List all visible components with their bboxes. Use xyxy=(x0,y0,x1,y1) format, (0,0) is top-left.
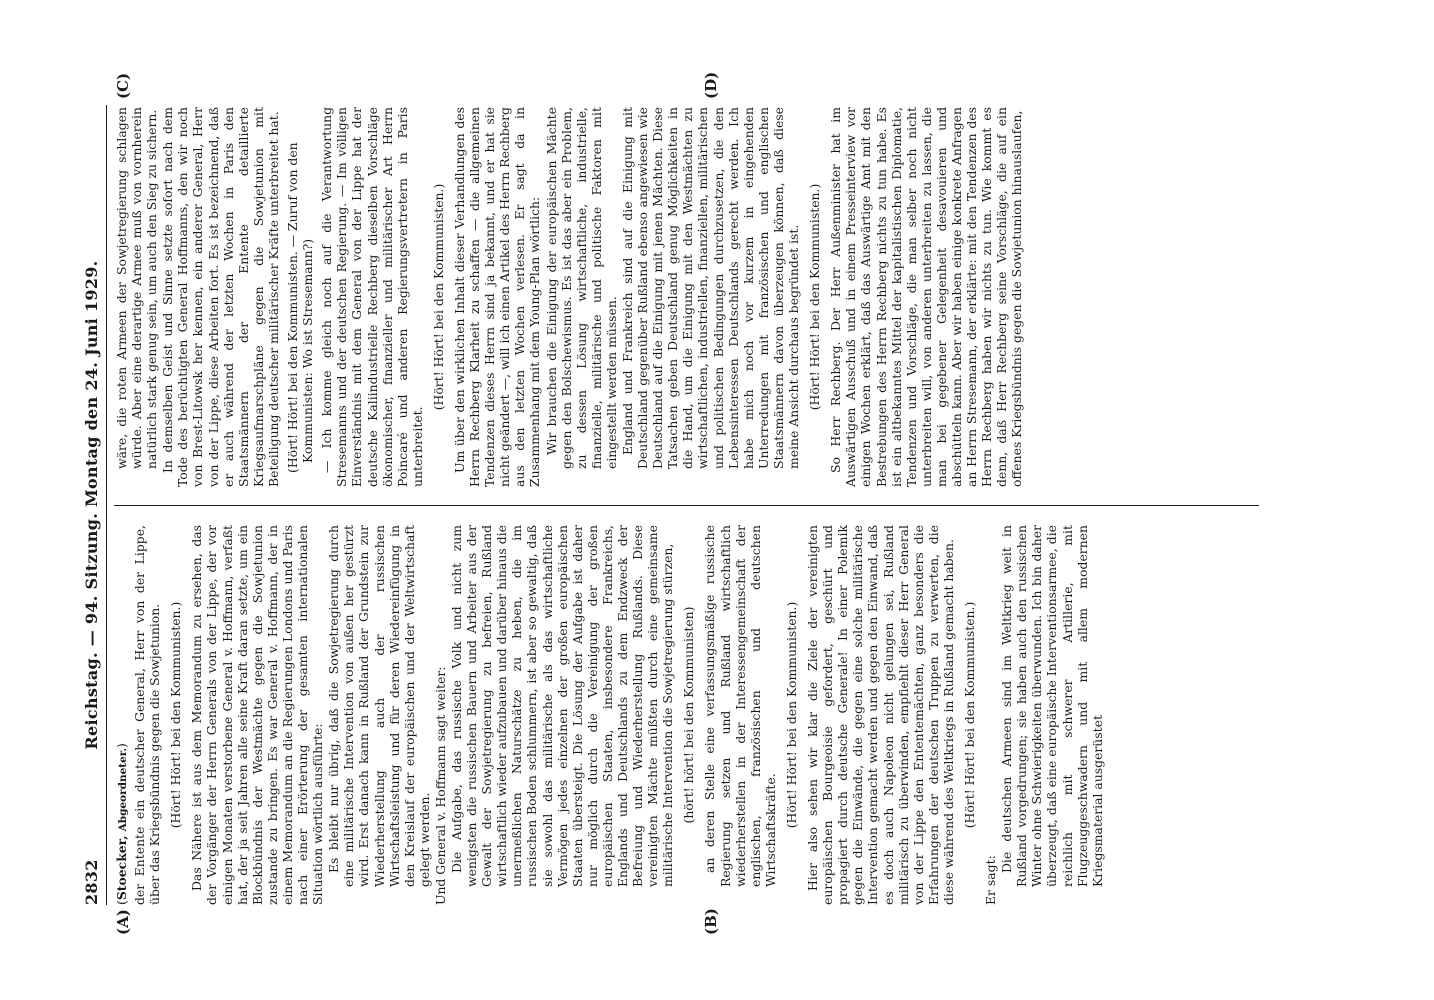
interjection: (Hört! Hört! bei den Kommunisten.) xyxy=(168,601,184,829)
speaker-name: Stoecker, xyxy=(114,835,129,901)
paragraph: In demselben Geist und Sinne setzte sofort nach dem Tode des berüchtigten General Hoffmanns, den wir noch von Brest-Litowsk her kennen, ein anderer General, Herr von der Lippe, diese Arbeiten fort. Es ist bezeichnend, daß er auch während der letzten Wochen in Paris den Staatsmännern der Entente detaillierte Kriegsaufmarschpläne gegen die Sowjetunion mit Beteiligung deutscher militärischer Kräfte unterbreitet hat. xyxy=(160,107,281,487)
paragraph: Das Nähere ist aus dem Memorandum zu ersehen, das der Vorgänger der Herrn Generals von der Lippe, der vor einigen Monaten verstorbene General v. Hoffmann, verfaßt hat, der ja seit Jahren alle seine Kraft daran setzte, um ein Blockbündnis der Westmächte gegen die Sowjetunion zustande zu bringen. Es war General v. Hoffmann, der in einem Memorandum an die Regierungen Londons und Paris nach einer Erörterung der gesamten internationalen Situation wörtlich ausführte: xyxy=(189,525,326,905)
interjection: (Hört! Hört! bei den Kommunisten. — Zuruf von den Kommunisten: Wo ist Stresemann?) xyxy=(285,142,316,473)
header-rule xyxy=(106,105,107,905)
quotation: England und Frankreich sind auf die Einigung mit Deutschland gegenüber Rußland ebenso angewiesen wie Deutschland auf die Einigung mit jenen Mächten. Diese Tatsachen geben Deutschland genug Möglichkeiten in die Hand, um die Einigung mit den Westmächten zu wirtschaftlichen, industriellen, finanziellen, militärischen und politischen Bedingungen durchzusetzen, die den Lebensinteressen Deutschlands gerecht werden. Ich habe mich noch vor kurzem in eingehenden Unterredungen mit französischen und englischen Staatsmännern davon überzeugen können, daß diese meine Ansicht durchaus begründet ist. xyxy=(620,107,802,469)
page-header xyxy=(82,105,104,905)
speaker-line: (Stoecker, Abgeordneter.) xyxy=(114,743,129,905)
interjection: (Hört! Hört! bei den Kommunisten.) xyxy=(783,601,799,829)
margin-marker-a: (A) xyxy=(114,909,132,935)
quotation: wäre, die roten Armeen der Sowjetregierung schlagen würde. Aber eine derartige Armee muß von vornherein natürlich stark genug sein, um auch den Sieg zu sichern. xyxy=(114,107,160,469)
interjection: (hört! hört! bei den Kommunisten) xyxy=(681,606,697,824)
margin-marker-b: (B) xyxy=(702,908,720,935)
quotation: Die deutschen Armeen sind im Weltkrieg weit in Rußland vorgedrungen; sie haben auch den russischen Winter ohne Schwierigkeiten überwunden. Ich bin daher überzeugt, daß eine europäische Interventionsarmee, die reichlich mit schwerer Artillerie, mit Flugzeuggeschwadern und mit allem modernen Kriegsmaterial ausgerüstet xyxy=(999,525,1105,887)
quotation: an deren Stelle eine verfassungsmäßige russische Regierung setzen und Rußland wirtschaftlich wiederherstellen in der Interessengemeinschaft der englischen, französischen und deutschen Wirtschaftskräfte. xyxy=(702,525,778,887)
margin-marker-d: (D) xyxy=(702,71,720,99)
speaker-role: Abgeordneter. xyxy=(117,747,129,832)
interjection: (Hört! Hört! bei den Kommunisten.) xyxy=(961,601,977,829)
left-column xyxy=(114,525,1106,905)
margin-marker-c: (C) xyxy=(114,72,132,99)
quotation: Es bleibt nur übrig, daß die Sowjetregierung durch eine militärische Intervention von außen her gestürzt wird. Erst danach kann in Rußland der Grundstein zur Wiederherstellung auch der russischen Wirtschaftsleistung und für deren Wiedereinfügung in den Kreislauf der europäischen und der Weltwirtschaft gelegt werden. xyxy=(326,525,432,887)
paragraph: Um über den wirklichen Inhalt dieser Verhandlungen des Herrn Rechberg Klarheit zu schaffen — die allgemeinen Tendenzen dieses Herrn sind ja bekannt, und er hat sie nicht geändert —, will ich einen Artikel des Herrn Rechberg aus den letzten Wochen verlesen. Er sagt da in Zusammenhang mit dem Young-Plan wörtlich: xyxy=(451,107,543,487)
paragraph: Hier also sehen wir klar die Ziele der vereinigten europäischen Bourgeoisie gefordert, geschürt und propagiert durch deutsche Generale! In einer Polemik gegen die Einwände, die gegen eine solche militärische Intervention gemacht werden und gegen den Einwand, daß es doch auch Napoleon nicht gelungen sei, Rußland militärisch zu überwinden, empfiehlt dieser Herr General von der Lippe den Ententemächten, ganz besonders die Erfahrungen der deutschen Truppen zu verwerten, die diese während des Weltkriegs in Rußland gemacht haben. xyxy=(805,525,956,905)
interjection: (Hört! Hört! bei den Kommunisten.) xyxy=(430,183,446,411)
quotation: Die Aufgabe, das russische Volk und nicht zum wenigsten die russischen Bauern und Arbeiter aus der Gewalt der Sowjetregierung zu befreien, Rußland wirtschaftlich wieder aufzubauen und darüber hinaus die unermeßlichen Naturschätze zu heben, die im russischen Boden schlummern, ist aber so gewaltig, daß sie sowohl das militärische als das wirtschaftliche Vermögen jedes einzelnen der großen europäischen Staaten übersteigt. Die Lösung der Aufgabe ist daher nur möglich durch die Vereinigung der großen europäischen Staaten, insbesondere Frankreichs, Englands und Deutschlands zu dem Endzweck der Befreiung und Wiederherstellung Rußlands. Diese vereinigten Mächte müßten durch eine gemeinsame militärische Intervention die Sowjetregierung stürzen, xyxy=(448,525,676,887)
column-divider xyxy=(114,505,1259,506)
page-title: Reichstag. — 94. Sitzung. Montag den 24. Juni 1929. xyxy=(82,260,101,750)
quotation: Wir brauchen die Einigung der europäischen Mächte gegen den Bolschewismus. Es ist das aber ein Problem, zu dessen Lösung wirtschaftliche, industrielle, finanzielle, militärische und politische Faktoren mit eingestellt werden müssen. xyxy=(543,107,619,469)
paragraph: der Entente ein deutscher General, Herr von der Lippe, über das Kriegsbündnis gegen die Sowjetunion. xyxy=(132,525,163,905)
page-number: 2832 xyxy=(82,859,101,905)
document-page xyxy=(82,71,1302,935)
sidebar-credit xyxy=(1418,8,1432,998)
interjection: (Hört! Hört! bei den Kommunisten.) xyxy=(807,183,823,411)
paragraph: So Herr Rechberg. Der Herr Außenminister hat im Auswärtigen Ausschuß und in einem Presseinterview vor einigen Wochen erklärt, daß das Auswärtige Amt mit den Bestrebungen des Herrn Rechberg nichts zu tun habe. Es ist ein altbekanntes Mittel der kapitalistischen Diplomatie, Tendenzen und Vorschläge, die man selber noch nicht unterbreiten will, von anderen unterbreiten zu lassen, die man bei gegebener Gelegenheit desavouieren und abschütteln kann. Aber wir haben einige konkrete Anfragen an Herrn Stresemann, der erklärte: mit den Tendenzen des Herrn Rechberg haben wir nichts zu tun. Wie kommt es denn, daß Herr Rechberg seine Vorschläge, die auf ein offenes Kriegsbündnis gegen die Sowjetunion hinauslaufen, xyxy=(828,107,1025,487)
paragraph: — Ich komme gleich noch auf die Verantwortung Stresemanns und der deutschen Regierung. — Im völligen Einverständnis mit dem General von der Lippe hat der deutsche Kaliindustrielle Rechberg dieselben Vorschläge ökonomischer, finanzieller und militärischer Art Herrn Poincaré und anderen Regierungsvertretern in Paris unterbreitet. xyxy=(319,107,425,487)
right-column xyxy=(114,107,1025,487)
paragraph: Er sagt: xyxy=(983,855,999,905)
paragraph: Und General v. Hoffmann sagt weiter: xyxy=(432,666,448,905)
